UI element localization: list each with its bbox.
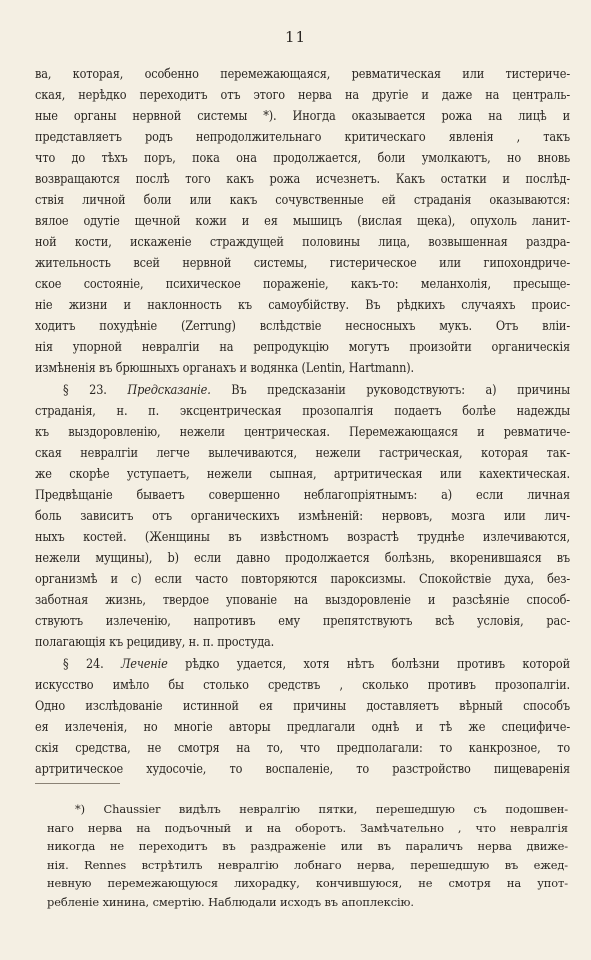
text-line: нія упорной невралгіи на репродукцію могутъ произойти органическія bbox=[35, 339, 570, 354]
footnote-line: наго нерва на подъочный и на оборотъ. Замѣчательно , что невралгія bbox=[47, 820, 568, 835]
text-line: страданія, н. п. эксцентрическая прозопалгія подаетъ болѣе надежды bbox=[35, 403, 570, 418]
text-line: что до тѣхъ поръ, пока она продолжается, боли умолкаютъ, но вновь bbox=[35, 150, 570, 165]
text-line: ствія личной боли или какъ сочувственные ей страданія оказываются: bbox=[35, 192, 570, 207]
text-line: ніе жизни и наклонность къ самоубійству. Въ рѣдкихъ случаяхъ проис- bbox=[35, 297, 570, 312]
text-line: искусство имѣло бы столько средствъ , сколько противъ прозопалгіи. bbox=[35, 677, 570, 692]
text-line: боль зависитъ отъ органическихъ измѣненій: нервовъ, мозга или лич- bbox=[35, 508, 570, 523]
text-line: ская, нерѣдко переходитъ отъ этого нерва на другіе и даже на централь- bbox=[35, 87, 570, 102]
page-number: 11 bbox=[284, 28, 307, 46]
text-line: Предвѣщаніе бываетъ совершенно неблагопріятнымъ: а) если личная bbox=[35, 487, 570, 502]
section-heading-line bbox=[35, 653, 570, 674]
text-line: ское состояніе, психическое пораженіе, какъ-то: меланхолія, пресыще- bbox=[35, 276, 570, 291]
text-line: же скорѣе уступаетъ, нежели сыпная, артритическая или кахектическая. bbox=[35, 466, 570, 481]
footnote-line: ребленіе хинина, смертію. Наблюдали исходъ въ апоплексію. bbox=[47, 894, 414, 909]
text-line: Одно изслѣдованіе истинной ея причины доставляетъ вѣрный способъ bbox=[35, 698, 570, 713]
paragraph-1 bbox=[35, 63, 570, 378]
footnote bbox=[47, 800, 568, 911]
text-line: заботная жизнь, твердое упованіе на выздоровленіе и разсѣяніе способ- bbox=[35, 592, 570, 607]
text-line: ные органы нервной системы *). Иногда оказывается рожа на лицѣ и bbox=[35, 108, 570, 123]
footnote-line: нія. Rennes встрѣтилъ невралгію лобнаго нерва, перешедшую въ ежед- bbox=[47, 857, 568, 872]
text-line: ствуютъ излеченію, напротивъ ему препятствуютъ всѣ условія, рас- bbox=[35, 613, 570, 628]
text-line: ныхъ костей. (Женщины въ извѣстномъ возрастѣ труднѣе излечиваются, bbox=[35, 529, 570, 544]
text-line: измѣненія въ брюшныхъ органахъ и водянка (Lentin, Hartmann). bbox=[35, 360, 414, 375]
text-line: къ выздоровленію, нежели центрическая. Перемежающаяся и ревматиче- bbox=[35, 424, 570, 439]
text-line: рѣдко удается, хотя нѣтъ болѣзни противъ которой bbox=[185, 656, 570, 671]
text-line: артритическое худосочіе, то воспаленіе, то разстройство пищеваренія bbox=[35, 761, 570, 776]
text-line: представляетъ родъ непродолжительнаго критическаго явленія , такъ bbox=[35, 129, 570, 144]
section-heading-line bbox=[35, 379, 570, 400]
text-line: ва, которая, особенно перемежающаяся, ревматическая или тистериче- bbox=[35, 66, 570, 81]
footnote-line: никогда не переходитъ въ раздраженіе или въ параличъ нерва движе- bbox=[47, 839, 568, 853]
text-line: Въ предсказаніи руководствуютъ: а) причины bbox=[231, 382, 570, 397]
footnote-line: *) Chaussier видѣлъ невралгію пятки, перешедшую съ подошвен- bbox=[75, 802, 568, 816]
text-line: возвращаются послѣ того какъ рожа исчезнетъ. Какъ остатки и послѣд- bbox=[35, 171, 570, 186]
text-line: полагающія къ рецидиву, н. п. простуда. bbox=[35, 634, 275, 649]
text-line: нежели мущины), b) если давно продолжается болѣзнь, вкоренившаяся въ bbox=[35, 550, 570, 565]
text-line: ская невралгіи легче вылечиваются, нежели гастрическая, которая так- bbox=[35, 445, 570, 460]
footnote-divider bbox=[35, 783, 120, 784]
section-title: Предсказаніе. bbox=[127, 382, 211, 397]
text-line: вялое одутіе щечной кожи и ея мышицъ (вислая щека), опухоль ланит- bbox=[35, 213, 570, 228]
section-24-treatment bbox=[35, 653, 570, 779]
text-line: организмѣ и с) если часто повторяются пароксизмы. Спокойствіе духа, без- bbox=[35, 571, 570, 586]
footnote-line: невную перемежающуюся лихорадку, кончившуюся, не смотря на упот- bbox=[47, 876, 568, 890]
text-line: жительность всей нервной системы, гистерическое или гипохондриче- bbox=[35, 255, 570, 270]
text-line: ея излеченія, но многіе авторы предлагали однѣ и тѣ же специфиче- bbox=[35, 719, 570, 734]
section-number: § 24. bbox=[63, 656, 104, 671]
text-line: скія средства, не смотря на то, что предполагали: то канкрозное, то bbox=[35, 740, 570, 755]
section-title: Леченіе bbox=[120, 656, 168, 671]
text-line: ной кости, искаженіе страждущей половины лица, возвышенная раздра- bbox=[35, 234, 570, 249]
section-number: § 23. bbox=[63, 382, 107, 397]
text-line: ходитъ похудѣніе (Zerrung) вслѣдствіе несносныхъ мукъ. Отъ вліи- bbox=[35, 318, 570, 333]
section-23-prognosis bbox=[35, 379, 570, 652]
